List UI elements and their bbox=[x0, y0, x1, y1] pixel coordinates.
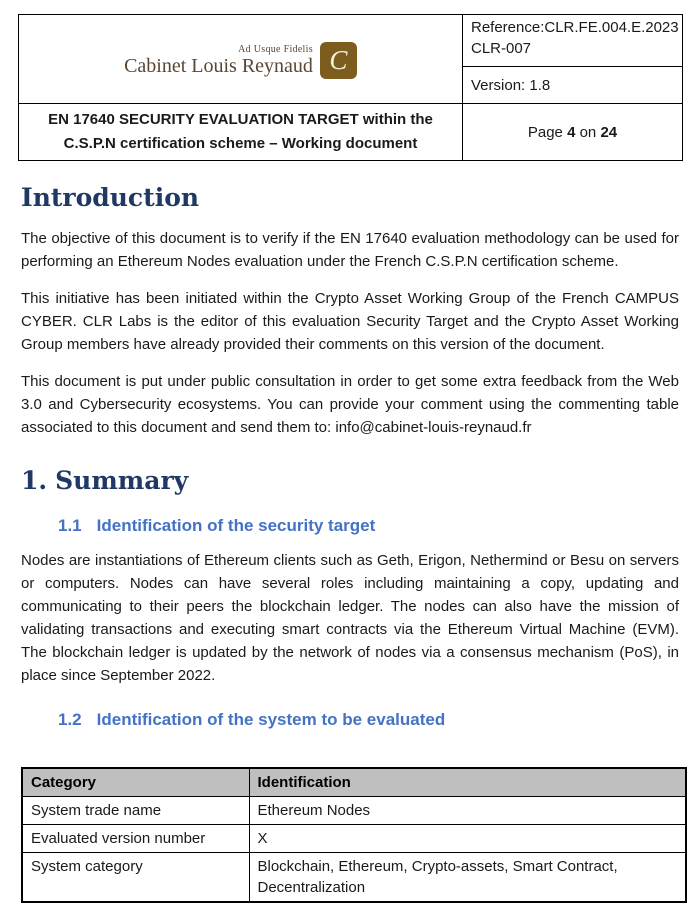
page-separator: on bbox=[579, 123, 597, 141]
summary-heading-number: 1. bbox=[21, 466, 48, 495]
logo-cell bbox=[19, 15, 463, 104]
subheading-1-1-number: 1.1 bbox=[58, 516, 82, 535]
page-indicator bbox=[463, 104, 683, 161]
logo-text bbox=[124, 44, 313, 76]
company-logo bbox=[124, 42, 357, 79]
version-cell: Version: 1.8 bbox=[463, 67, 683, 104]
intro-paragraph-1: The objective of this document is to verify if the EN 17640 evaluation methodology can be used for performing an Ethereum Nodes evaluation under the French C.S.P.N certification scheme. bbox=[21, 230, 679, 270]
summary-heading bbox=[21, 466, 679, 496]
subheading-1-2 bbox=[58, 710, 679, 730]
table-row bbox=[22, 825, 686, 853]
header-row-reference bbox=[19, 15, 683, 67]
summary-heading-title: Summary bbox=[55, 466, 189, 495]
document-title: EN 17640 SECURITY EVALUATION TARGET within the C.S.P.N certification scheme – Working document bbox=[19, 104, 463, 161]
cell-category: Evaluated version number bbox=[22, 825, 249, 853]
subheading-1-1 bbox=[58, 516, 679, 536]
page-prefix: Page bbox=[527, 123, 563, 141]
logo-company-name: Cabinet Louis Reynaud bbox=[124, 55, 313, 78]
table-row bbox=[22, 797, 686, 825]
reference-line2: CLR-007 bbox=[471, 40, 532, 57]
monogram-c-icon: C bbox=[320, 42, 357, 79]
column-header-category: Category bbox=[22, 768, 249, 797]
reference-line1: Reference:CLR.FE.004.E.2023 bbox=[471, 19, 679, 36]
intro-heading: Introduction bbox=[21, 183, 200, 212]
cell-category: System category bbox=[22, 853, 249, 903]
sub1-paragraph: Nodes are instantiations of Ethereum clients such as Geth, Erigon, Nethermind or Besu on servers or computers. Nodes can have several roles including maintaining a copy, updating and communicating to their peers the blockchain ledger. The nodes can also have the mission of validating transactions and executing smart contracts via the Ethereum Virtual Machine (EVM). The blockchain ledger is updated by the network of nodes via a consensus mechanism (PoS), in place since September 2022. bbox=[21, 552, 679, 684]
column-header-identification: Identification bbox=[249, 768, 686, 797]
cell-identification: Blockchain, Ethereum, Crypto-assets, Smart Contract, Decentralization bbox=[249, 853, 686, 903]
page-current: 4 bbox=[567, 123, 576, 141]
table-header-row bbox=[22, 768, 686, 797]
subheading-1-2-number: 1.2 bbox=[58, 710, 82, 729]
table-row bbox=[22, 853, 686, 903]
header-row-title bbox=[19, 104, 683, 161]
identification-table bbox=[21, 767, 687, 903]
document-body bbox=[21, 160, 679, 903]
logo-motto: Ad Usque Fidelis bbox=[238, 44, 313, 56]
cell-identification: X bbox=[249, 825, 686, 853]
intro-paragraph-2: This initiative has been initiated within the Crypto Asset Working Group of the French CAMPUS CYBER. CLR Labs is the editor of this evaluation Security Target and the Crypto Asset Working Group members have already provided their comments on this version of the document. bbox=[21, 290, 679, 353]
intro-paragraph-3: This document is put under public consultation in order to get some extra feedback from the Web 3.0 and Cybersecurity ecosystems. You can provide your comment using the commenting table associated to this document and send them to: info@cabinet-louis-reynaud.fr bbox=[21, 373, 679, 436]
document-header-table bbox=[18, 14, 683, 161]
cell-category: System trade name bbox=[22, 797, 249, 825]
reference-cell bbox=[463, 15, 683, 67]
subheading-1-2-title: Identification of the system to be evaluated bbox=[96, 710, 446, 729]
page-total: 24 bbox=[600, 123, 618, 141]
cell-identification: Ethereum Nodes bbox=[249, 797, 686, 825]
subheading-1-1-title: Identification of the security target bbox=[96, 516, 376, 535]
